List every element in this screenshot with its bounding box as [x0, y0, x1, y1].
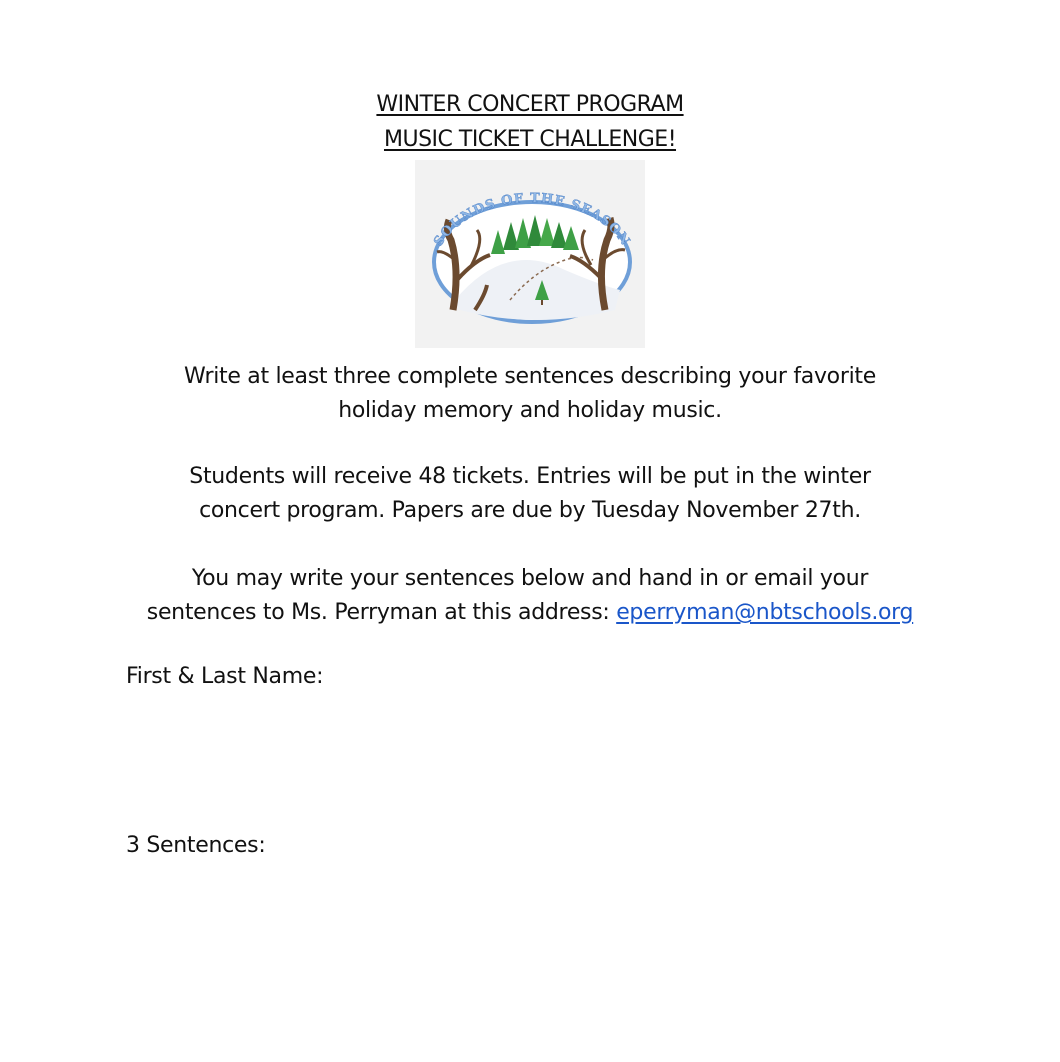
submission-line-2: [80, 596, 980, 630]
page-subtitle: MUSIC TICKET CHALLENGE!: [383, 127, 677, 152]
name-field-label: First & Last Name:: [126, 664, 324, 689]
submission-paragraph: [80, 562, 980, 630]
page-title: WINTER CONCERT PROGRAM: [376, 92, 684, 117]
details-line-1: Students will receive 48 tickets. Entries will be put in the winter: [189, 464, 871, 489]
details-paragraph: [80, 460, 980, 528]
sounds-of-the-season-logo: [415, 160, 645, 348]
sentences-field-label: 3 Sentences:: [126, 833, 266, 858]
submission-line-2-prefix: sentences to Ms. Perryman at this address:: [146, 600, 617, 625]
instructions-line-2: holiday memory and holiday music.: [338, 398, 722, 423]
instructions-line-1: Write at least three complete sentences describing your favorite: [184, 364, 876, 389]
email-link[interactable]: eperryman@nbtschools.org: [616, 600, 914, 625]
instructions-paragraph: [80, 360, 980, 428]
logo-arc-text: SOUNDS OF THE SEASON: [431, 191, 633, 250]
details-line-2: concert program. Papers are due by Tuesday November 27th.: [199, 498, 861, 523]
submission-line-1: You may write your sentences below and hand in or email your: [191, 566, 869, 591]
logo-illustration: [415, 160, 645, 348]
